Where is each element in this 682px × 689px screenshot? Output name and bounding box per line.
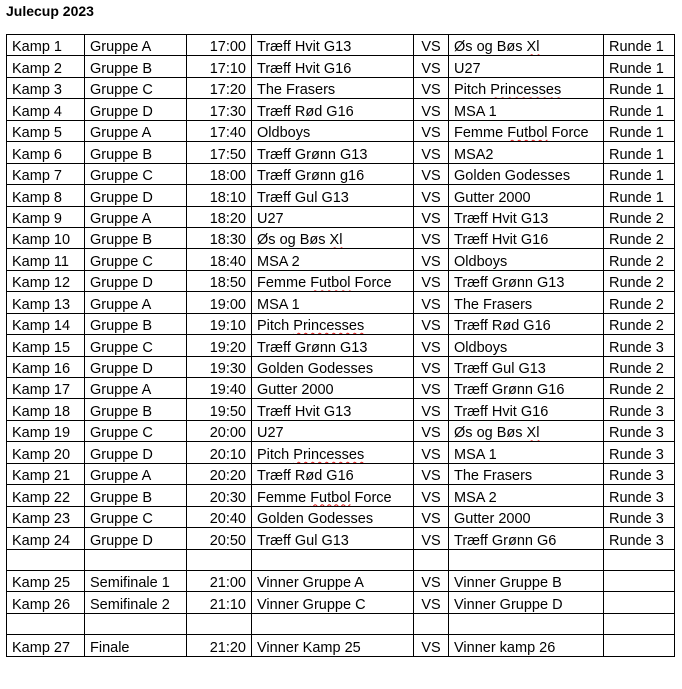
away-team-cell: Træff Gul G13 (449, 356, 604, 377)
group-cell: Gruppe B (85, 313, 187, 334)
match-number-cell: Kamp 24 (7, 528, 85, 549)
match-number-cell: Kamp 16 (7, 356, 85, 377)
empty-cell (187, 613, 252, 634)
home-team-cell: U27 (252, 206, 414, 227)
time-cell: 20:30 (187, 485, 252, 506)
away-team-cell: The Frasers (449, 463, 604, 484)
table-row (7, 442, 675, 463)
versus-cell: VS (414, 292, 449, 313)
table-row (7, 506, 675, 527)
match-number-cell: Kamp 27 (7, 635, 85, 656)
round-cell: Runde 2 (604, 313, 675, 334)
table-row (7, 99, 675, 120)
away-team-cell: Træff Grønn G6 (449, 528, 604, 549)
versus-cell: VS (414, 99, 449, 120)
blank-row (7, 613, 675, 634)
home-team-cell: Vinner Gruppe A (252, 570, 414, 591)
match-number-cell: Kamp 1 (7, 35, 85, 56)
away-team-cell: Træff Grønn G13 (449, 270, 604, 291)
group-cell: Gruppe C (85, 420, 187, 441)
home-team-cell: Golden Godesses (252, 506, 414, 527)
group-cell: Gruppe B (85, 142, 187, 163)
versus-cell: VS (414, 485, 449, 506)
match-number-cell: Kamp 19 (7, 420, 85, 441)
table-row (7, 77, 675, 98)
time-cell: 19:40 (187, 378, 252, 399)
group-cell: Gruppe D (85, 270, 187, 291)
versus-cell: VS (414, 335, 449, 356)
home-team-cell: Vinner Gruppe C (252, 592, 414, 613)
match-number-cell: Kamp 14 (7, 313, 85, 334)
versus-cell: VS (414, 35, 449, 56)
round-cell: Runde 2 (604, 356, 675, 377)
group-cell: Gruppe B (85, 399, 187, 420)
time-cell: 17:00 (187, 35, 252, 56)
versus-cell: VS (414, 356, 449, 377)
versus-cell: VS (414, 270, 449, 291)
away-team-cell: Pitch Princesses (449, 77, 604, 98)
time-cell: 18:10 (187, 185, 252, 206)
round-cell: Runde 3 (604, 399, 675, 420)
round-cell: Runde 2 (604, 249, 675, 270)
versus-cell: VS (414, 185, 449, 206)
home-team-cell: Træff Hvit G16 (252, 56, 414, 77)
round-cell: Runde 3 (604, 506, 675, 527)
match-number-cell: Kamp 11 (7, 249, 85, 270)
away-team-cell: Træff Rød G16 (449, 313, 604, 334)
round-cell: Runde 1 (604, 120, 675, 141)
match-number-cell: Kamp 23 (7, 506, 85, 527)
home-team-cell: Træff Grønn G13 (252, 335, 414, 356)
time-cell: 20:20 (187, 463, 252, 484)
table-row (7, 206, 675, 227)
match-schedule-table (6, 34, 675, 657)
time-cell: 18:30 (187, 227, 252, 248)
home-team-cell: U27 (252, 420, 414, 441)
home-team-cell: Oldboys (252, 120, 414, 141)
empty-cell (7, 613, 85, 634)
empty-cell (414, 613, 449, 634)
time-cell: 17:10 (187, 56, 252, 77)
home-team-cell: Pitch Princesses (252, 313, 414, 334)
away-team-cell: The Frasers (449, 292, 604, 313)
group-cell: Gruppe C (85, 335, 187, 356)
table-row (7, 463, 675, 484)
group-cell: Semifinale 1 (85, 570, 187, 591)
table-row (7, 270, 675, 291)
round-cell: Runde 3 (604, 335, 675, 356)
table-row (7, 570, 675, 591)
round-cell: Runde 2 (604, 270, 675, 291)
away-team-cell: MSA 1 (449, 99, 604, 120)
time-cell: 17:20 (187, 77, 252, 98)
blank-row (7, 549, 675, 570)
table-row (7, 227, 675, 248)
time-cell: 19:20 (187, 335, 252, 356)
group-cell: Gruppe D (85, 442, 187, 463)
match-number-cell: Kamp 6 (7, 142, 85, 163)
versus-cell: VS (414, 120, 449, 141)
home-team-cell: Træff Gul G13 (252, 185, 414, 206)
group-cell: Finale (85, 635, 187, 656)
group-cell: Gruppe C (85, 77, 187, 98)
group-cell: Gruppe C (85, 249, 187, 270)
home-team-cell: Træff Rød G16 (252, 99, 414, 120)
round-cell: Runde 2 (604, 227, 675, 248)
group-cell: Gruppe B (85, 485, 187, 506)
away-team-cell: Gutter 2000 (449, 506, 604, 527)
round-cell: Runde 1 (604, 163, 675, 184)
match-number-cell: Kamp 4 (7, 99, 85, 120)
versus-cell: VS (414, 142, 449, 163)
document-title: Julecup 2023 (6, 3, 94, 19)
group-cell: Gruppe B (85, 56, 187, 77)
versus-cell: VS (414, 506, 449, 527)
home-team-cell: The Frasers (252, 77, 414, 98)
home-team-cell: MSA 1 (252, 292, 414, 313)
home-team-cell: Træff Gul G13 (252, 528, 414, 549)
round-cell: Runde 1 (604, 99, 675, 120)
table-row (7, 142, 675, 163)
home-team-cell: Træff Hvit G13 (252, 35, 414, 56)
round-cell: Runde 3 (604, 420, 675, 441)
versus-cell: VS (414, 77, 449, 98)
away-team-cell: Gutter 2000 (449, 185, 604, 206)
group-cell: Gruppe D (85, 99, 187, 120)
table-row (7, 185, 675, 206)
table-row (7, 292, 675, 313)
round-cell: Runde 2 (604, 206, 675, 227)
home-team-cell: Femme Futbol Force (252, 485, 414, 506)
match-number-cell: Kamp 15 (7, 335, 85, 356)
time-cell: 18:40 (187, 249, 252, 270)
table-row (7, 592, 675, 613)
match-number-cell: Kamp 13 (7, 292, 85, 313)
round-cell: Runde 3 (604, 528, 675, 549)
away-team-cell: Vinner Gruppe D (449, 592, 604, 613)
empty-cell (449, 613, 604, 634)
away-team-cell: Vinner kamp 26 (449, 635, 604, 656)
away-team-cell: Vinner Gruppe B (449, 570, 604, 591)
away-team-cell: Øs og Bøs Xl (449, 420, 604, 441)
round-cell: Runde 1 (604, 77, 675, 98)
round-cell: Runde 2 (604, 378, 675, 399)
time-cell: 20:50 (187, 528, 252, 549)
time-cell: 19:30 (187, 356, 252, 377)
group-cell: Gruppe B (85, 227, 187, 248)
empty-cell (187, 549, 252, 570)
round-cell: Runde 1 (604, 142, 675, 163)
versus-cell: VS (414, 570, 449, 591)
away-team-cell: MSA 1 (449, 442, 604, 463)
versus-cell: VS (414, 528, 449, 549)
away-team-cell: Træff Hvit G13 (449, 206, 604, 227)
versus-cell: VS (414, 206, 449, 227)
time-cell: 19:50 (187, 399, 252, 420)
round-cell: Runde 3 (604, 463, 675, 484)
table-row (7, 420, 675, 441)
empty-cell (449, 549, 604, 570)
home-team-cell: MSA 2 (252, 249, 414, 270)
away-team-cell: Træff Hvit G16 (449, 227, 604, 248)
time-cell: 17:40 (187, 120, 252, 141)
table-row (7, 313, 675, 334)
empty-cell (7, 549, 85, 570)
match-number-cell: Kamp 21 (7, 463, 85, 484)
away-team-cell: Oldboys (449, 335, 604, 356)
time-cell: 21:10 (187, 592, 252, 613)
time-cell: 18:20 (187, 206, 252, 227)
round-cell (604, 592, 675, 613)
time-cell: 21:00 (187, 570, 252, 591)
match-number-cell: Kamp 8 (7, 185, 85, 206)
match-number-cell: Kamp 2 (7, 56, 85, 77)
versus-cell: VS (414, 163, 449, 184)
group-cell: Gruppe A (85, 463, 187, 484)
table-row (7, 163, 675, 184)
versus-cell: VS (414, 463, 449, 484)
match-number-cell: Kamp 20 (7, 442, 85, 463)
versus-cell: VS (414, 313, 449, 334)
home-team-cell: Vinner Kamp 25 (252, 635, 414, 656)
round-cell: Runde 3 (604, 442, 675, 463)
time-cell: 18:00 (187, 163, 252, 184)
group-cell: Semifinale 2 (85, 592, 187, 613)
versus-cell: VS (414, 442, 449, 463)
group-cell: Gruppe A (85, 35, 187, 56)
group-cell: Gruppe D (85, 185, 187, 206)
group-cell: Gruppe C (85, 163, 187, 184)
away-team-cell: MSA2 (449, 142, 604, 163)
empty-cell (85, 549, 187, 570)
table-row (7, 399, 675, 420)
match-number-cell: Kamp 3 (7, 77, 85, 98)
group-cell: Gruppe A (85, 378, 187, 399)
round-cell: Runde 3 (604, 485, 675, 506)
table-row (7, 635, 675, 656)
home-team-cell: Femme Futbol Force (252, 270, 414, 291)
home-team-cell: Træff Hvit G13 (252, 399, 414, 420)
match-number-cell: Kamp 12 (7, 270, 85, 291)
match-number-cell: Kamp 18 (7, 399, 85, 420)
home-team-cell: Træff Grønn G13 (252, 142, 414, 163)
empty-cell (414, 549, 449, 570)
group-cell: Gruppe A (85, 292, 187, 313)
home-team-cell: Pitch Princesses (252, 442, 414, 463)
home-team-cell: Gutter 2000 (252, 378, 414, 399)
versus-cell: VS (414, 399, 449, 420)
home-team-cell: Øs og Bøs Xl (252, 227, 414, 248)
away-team-cell: Øs og Bøs Xl (449, 35, 604, 56)
empty-cell (604, 613, 675, 634)
home-team-cell: Træff Grønn g16 (252, 163, 414, 184)
away-team-cell: Golden Godesses (449, 163, 604, 184)
table-row (7, 56, 675, 77)
round-cell: Runde 1 (604, 56, 675, 77)
match-number-cell: Kamp 10 (7, 227, 85, 248)
table-row (7, 485, 675, 506)
away-team-cell: Oldboys (449, 249, 604, 270)
table-row (7, 356, 675, 377)
round-cell (604, 570, 675, 591)
round-cell (604, 635, 675, 656)
versus-cell: VS (414, 635, 449, 656)
match-number-cell: Kamp 5 (7, 120, 85, 141)
table-row (7, 378, 675, 399)
table-row (7, 35, 675, 56)
match-number-cell: Kamp 9 (7, 206, 85, 227)
group-cell: Gruppe D (85, 528, 187, 549)
away-team-cell: Femme Futbol Force (449, 120, 604, 141)
match-number-cell: Kamp 17 (7, 378, 85, 399)
time-cell: 19:10 (187, 313, 252, 334)
empty-cell (252, 613, 414, 634)
time-cell: 20:00 (187, 420, 252, 441)
empty-cell (252, 549, 414, 570)
versus-cell: VS (414, 592, 449, 613)
versus-cell: VS (414, 249, 449, 270)
away-team-cell: Træff Hvit G16 (449, 399, 604, 420)
match-number-cell: Kamp 25 (7, 570, 85, 591)
group-cell: Gruppe A (85, 206, 187, 227)
away-team-cell: MSA 2 (449, 485, 604, 506)
time-cell: 20:40 (187, 506, 252, 527)
match-number-cell: Kamp 7 (7, 163, 85, 184)
schedule-body (7, 35, 675, 657)
time-cell: 18:50 (187, 270, 252, 291)
versus-cell: VS (414, 56, 449, 77)
group-cell: Gruppe A (85, 120, 187, 141)
group-cell: Gruppe C (85, 506, 187, 527)
table-row (7, 528, 675, 549)
away-team-cell: U27 (449, 56, 604, 77)
home-team-cell: Golden Godesses (252, 356, 414, 377)
time-cell: 20:10 (187, 442, 252, 463)
table-row (7, 249, 675, 270)
round-cell: Runde 1 (604, 35, 675, 56)
versus-cell: VS (414, 227, 449, 248)
table-row (7, 120, 675, 141)
time-cell: 19:00 (187, 292, 252, 313)
versus-cell: VS (414, 420, 449, 441)
home-team-cell: Træff Rød G16 (252, 463, 414, 484)
round-cell: Runde 2 (604, 292, 675, 313)
group-cell: Gruppe D (85, 356, 187, 377)
match-number-cell: Kamp 22 (7, 485, 85, 506)
time-cell: 17:50 (187, 142, 252, 163)
time-cell: 21:20 (187, 635, 252, 656)
round-cell: Runde 1 (604, 185, 675, 206)
versus-cell: VS (414, 378, 449, 399)
empty-cell (85, 613, 187, 634)
table-row (7, 335, 675, 356)
time-cell: 17:30 (187, 99, 252, 120)
away-team-cell: Træff Grønn G16 (449, 378, 604, 399)
empty-cell (604, 549, 675, 570)
match-number-cell: Kamp 26 (7, 592, 85, 613)
